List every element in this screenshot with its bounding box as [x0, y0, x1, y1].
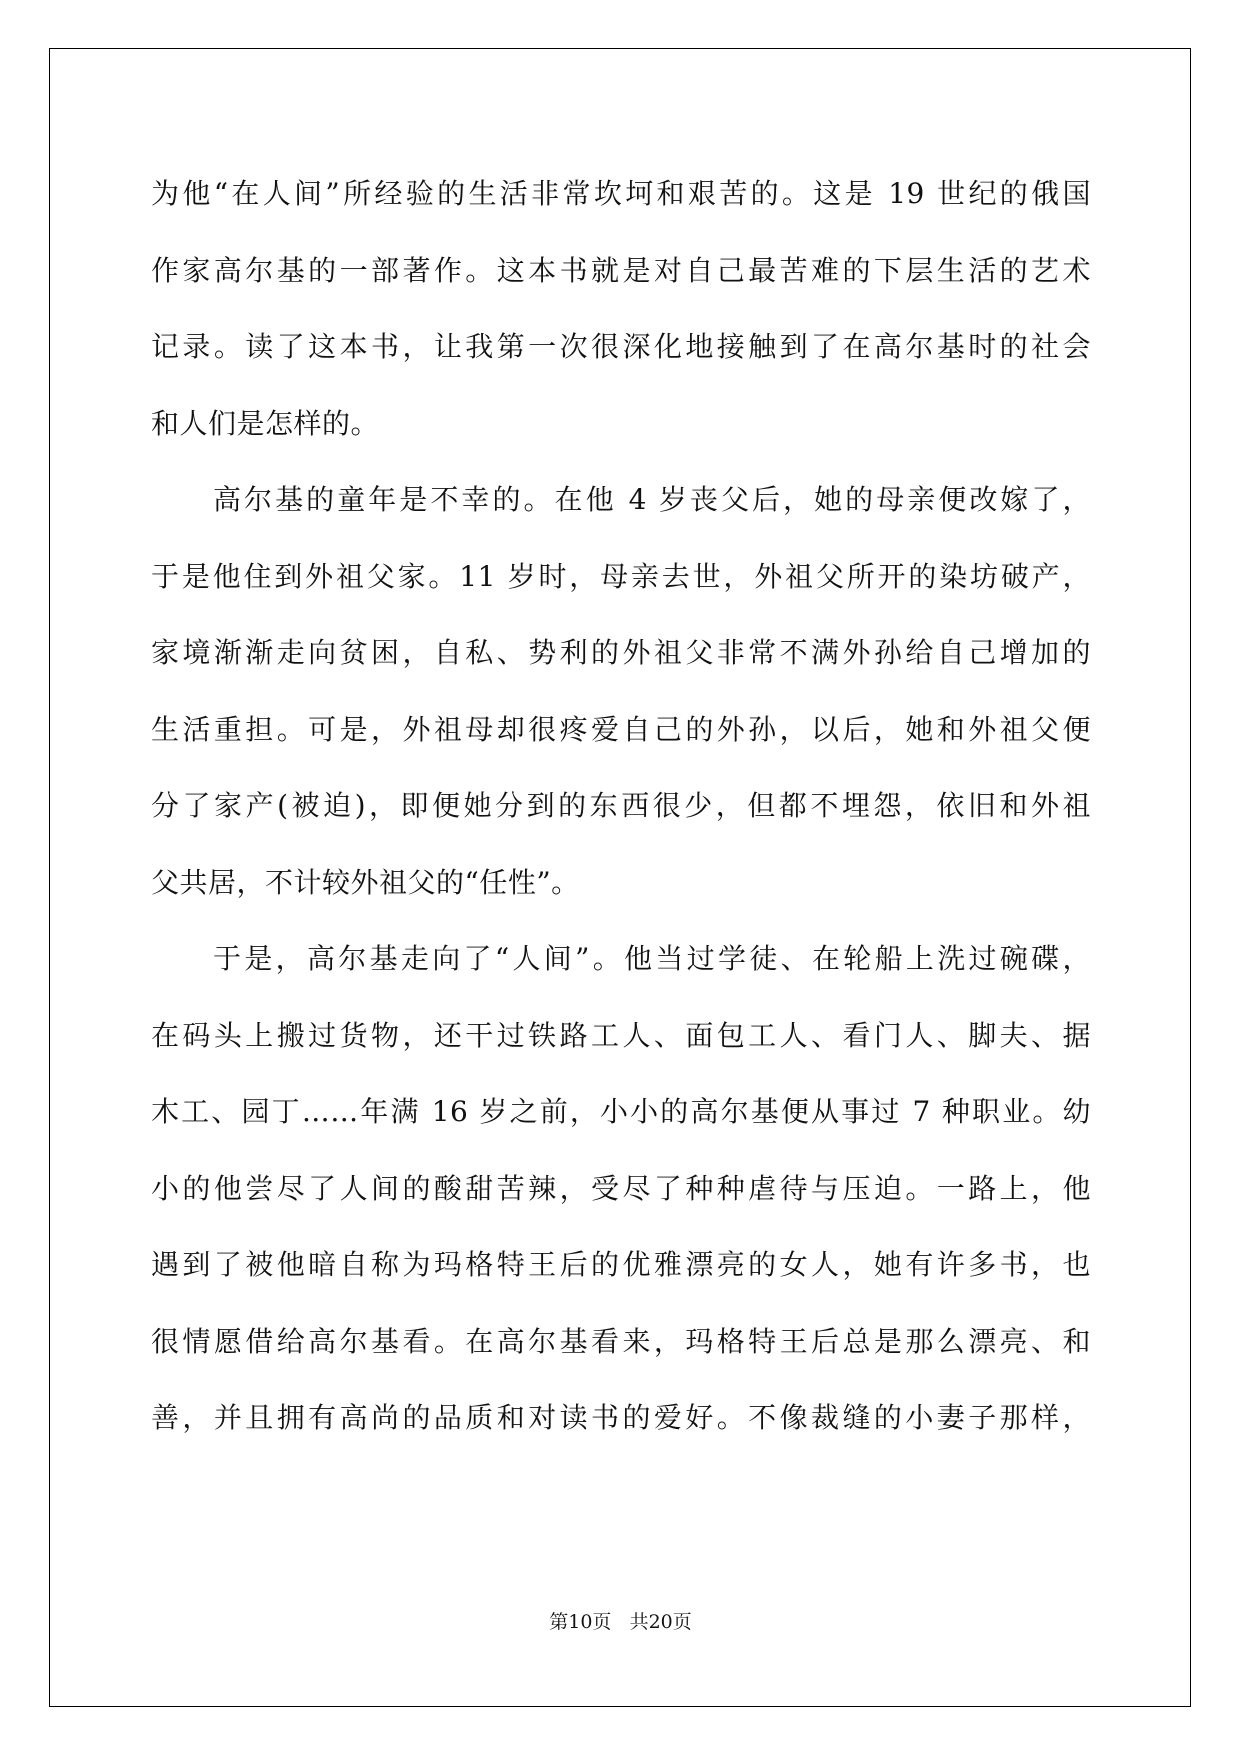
- text-line: 于是，高尔基走向了“人间”。他当过学徒、在轮船上洗过碗碟，: [213, 942, 1091, 975]
- text-line: 于是他住到外祖父家。11 岁时，母亲去世，外祖父所开的染坊破产，: [151, 559, 1091, 593]
- text-line: 很情愿借给高尔基看。在高尔基看来，玛格特王后总是那么漂亮、和: [151, 1324, 1091, 1358]
- text-line: 小的他尝尽了人间的酸甜苦辣，受尽了种种虐待与压迫。一路上，他: [151, 1171, 1091, 1205]
- text-line: 生活重担。可是，外祖母却很疼爱自己的外孙，以后，她和外祖父便: [151, 712, 1091, 746]
- text-line: 和人们是怎样的。: [151, 406, 380, 440]
- current-page-label: 第10页: [549, 1611, 612, 1633]
- total-pages-label: 共20页: [629, 1611, 692, 1633]
- text-line: 木工、园丁……年满 16 岁之前，小小的高尔基便从事过 7 种职业。幼: [151, 1095, 1091, 1128]
- text-line: 记录。读了这本书，让我第一次很深化地接触到了在高尔基时的社会: [151, 330, 1091, 363]
- text-line: 分了家产(被迫)，即便她分到的东西很少，但都不埋怨，依旧和外祖: [151, 789, 1091, 822]
- text-line: 高尔基的童年是不幸的。在他 4 岁丧父后，她的母亲便改嫁了，: [213, 483, 1091, 516]
- text-line: 家境渐渐走向贫困，自私、势利的外祖父非常不满外孙给自己增加的: [151, 636, 1091, 669]
- text-line: 善，并且拥有高尚的品质和对读书的爱好。不像裁缝的小妻子那样，: [151, 1401, 1091, 1434]
- text-line: 父共居，不计较外祖父的“任性”。: [151, 865, 580, 899]
- text-line: 作家高尔基的一部著作。这本书就是对自己最苦难的下层生活的艺术: [151, 253, 1091, 287]
- text-line: 遇到了被他暗自称为玛格特王后的优雅漂亮的女人，她有许多书，也: [151, 1248, 1091, 1281]
- page-footer: [0, 1607, 1241, 1634]
- text-line: 为他“在人间”所经验的生活非常坎坷和艰苦的。这是 19 世纪的俄国: [151, 177, 1091, 210]
- document-body: [151, 156, 1091, 1457]
- text-line: 在码头上搬过货物，还干过铁路工人、面包工人、看门人、脚夫、据: [151, 1018, 1091, 1052]
